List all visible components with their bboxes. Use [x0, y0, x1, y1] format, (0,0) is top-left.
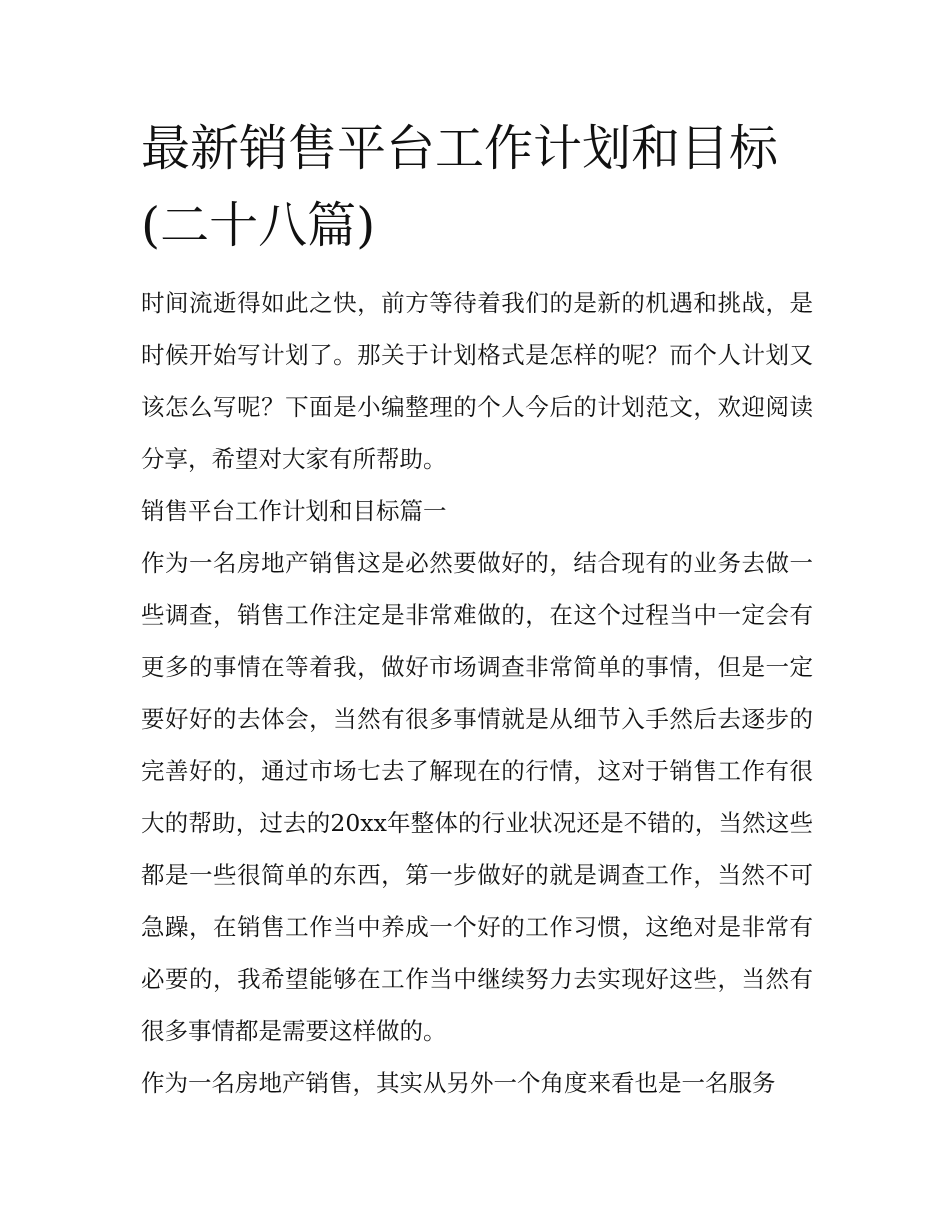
document-body	[141, 110, 813, 1109]
body-paragraph: 作为一名房地产销售这是必然要做好的，结合现有的业务去做一些调查，销售工作注定是非常难做的，在这个过程当中一定会有更多的事情在等着我，做好市场调查非常简单的事情，但是一定要好好的去体会，当然有很多事情就是从细节入手然后去逐步的完善好的，通过市场七去了解现在的行情，这对于销售工作有很大的帮助，过去的20xx年整体的行业状况还是不错的，当然这些都是一些很简单的东西，第一步做好的就是调查工作，当然不可急躁，在销售工作当中养成一个好的工作习惯，这绝对是非常有必要的，我希望能够在工作当中继续努力去实现好这些，当然有很多事情都是需要这样做的。	[141, 549, 813, 1045]
intro-paragraph: 时间流逝得如此之快，前方等待着我们的是新的机遇和挑战，是时候开始写计划了。那关于计划格式是怎样的呢？而个人计划又该怎么写呢？下面是小编整理的个人今后的计划范文，欢迎阅读分享，希望对大家有所帮助。	[141, 289, 813, 473]
body-paragraph: 作为一名房地产销售，其实从另外一个角度来看也是一名服务	[141, 1069, 776, 1097]
section-heading: 销售平台工作计划和目标篇一	[141, 497, 447, 525]
document-title: 最新销售平台工作计划和目标(二十八篇)	[141, 120, 779, 254]
